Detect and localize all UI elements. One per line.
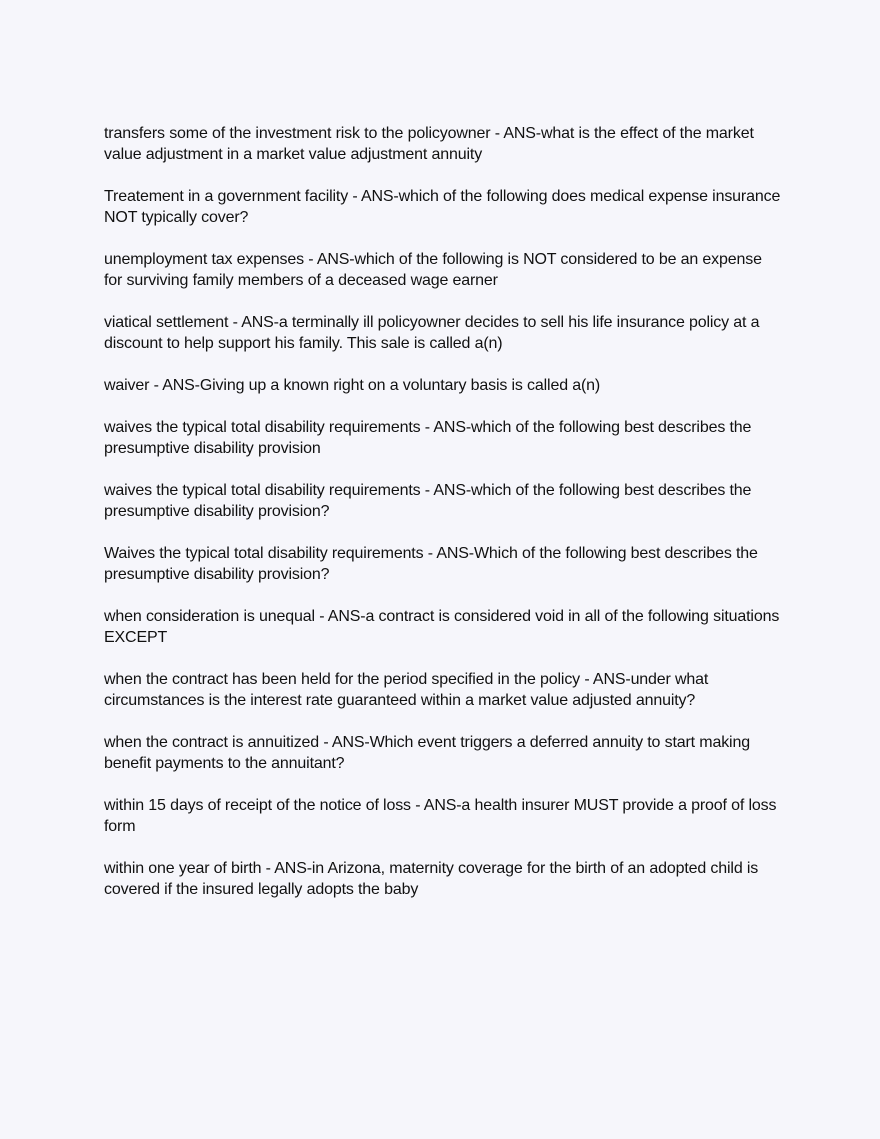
answer-text: Waives the typical total disability requirements — [104, 545, 424, 562]
question-text: in Arizona, maternity coverage for the birth of an adopted child is covered if the insured legally adopts the baby — [104, 860, 759, 898]
answer-text: waives the typical total disability requirements — [104, 419, 421, 436]
answer-text: when the contract has been held for the period specified in the policy — [104, 671, 581, 688]
answer-text: within 15 days of receipt of the notice of loss — [104, 797, 411, 814]
qa-entry — [104, 480, 784, 522]
answer-text: Treatement in a government facility — [104, 188, 349, 205]
answer-separator: - ANS- — [319, 734, 370, 751]
answer-separator: - ANS- — [303, 251, 355, 268]
answer-text: waives the typical total disability requirements — [104, 482, 421, 499]
question-text: which of the following best describes the presumptive disability provision — [104, 419, 752, 457]
qa-list — [104, 123, 784, 921]
qa-entry — [104, 543, 784, 585]
qa-entry — [104, 669, 784, 711]
question-text: a contract is considered void in all of the following situations EXCEPT — [104, 608, 780, 646]
answer-separator: - ANS- — [410, 797, 462, 814]
answer-text: viatical settlement — [104, 314, 229, 331]
answer-separator: - ANS- — [228, 314, 279, 331]
answer-separator: - ANS- — [149, 377, 200, 394]
answer-text: transfers some of the investment risk to the policyowner — [104, 125, 491, 142]
qa-entry — [104, 606, 784, 648]
qa-entry — [104, 312, 784, 354]
answer-text: when the contract is annuitized — [104, 734, 320, 751]
question-text: which of the following is NOT considered to be an expense for surviving family members of a deceased wage earner — [104, 251, 762, 289]
answer-text: waiver — [104, 377, 150, 394]
question-text: a health insurer MUST provide a proof of loss form — [104, 797, 777, 835]
question-text: Giving up a known right on a voluntary basis is called a(n) — [199, 377, 601, 394]
answer-separator: - ANS- — [420, 419, 472, 436]
qa-entry — [104, 123, 784, 165]
qa-entry — [104, 249, 784, 291]
answer-separator: - ANS- — [580, 671, 631, 688]
question-text: what is the effect of the market value adjustment in a market value adjustment annuity — [104, 125, 754, 163]
qa-entry — [104, 375, 784, 396]
qa-entry — [104, 858, 784, 900]
question-text: Which event triggers a deferred annuity to start making benefit payments to the annuitant? — [104, 734, 750, 772]
answer-separator: - ANS- — [420, 482, 472, 499]
answer-text: when consideration is unequal — [104, 608, 315, 625]
question-text: which of the following does medical expense insurance NOT typically cover? — [104, 188, 781, 226]
qa-entry — [104, 732, 784, 774]
qa-entry — [104, 417, 784, 459]
qa-entry — [104, 795, 784, 837]
qa-entry — [104, 186, 784, 228]
answer-separator: - ANS- — [348, 188, 399, 205]
question-text: a terminally ill policyowner decides to sell his life insurance policy at a discount to help support his family. This sale is called a(n) — [104, 314, 760, 352]
answer-text: unemployment tax expenses — [104, 251, 304, 268]
question-text: which of the following best describes the presumptive disability provision? — [104, 482, 752, 520]
question-text: under what circumstances is the interest rate guaranteed within a market value adjusted annuity? — [104, 671, 709, 709]
answer-separator: - ANS- — [490, 125, 541, 142]
answer-separator: - ANS- — [423, 545, 474, 562]
answer-text: within one year of birth — [104, 860, 262, 877]
answer-separator: - ANS- — [261, 860, 312, 877]
answer-separator: - ANS- — [314, 608, 366, 625]
question-text: Which of the following best describes the presumptive disability provision? — [104, 545, 758, 583]
